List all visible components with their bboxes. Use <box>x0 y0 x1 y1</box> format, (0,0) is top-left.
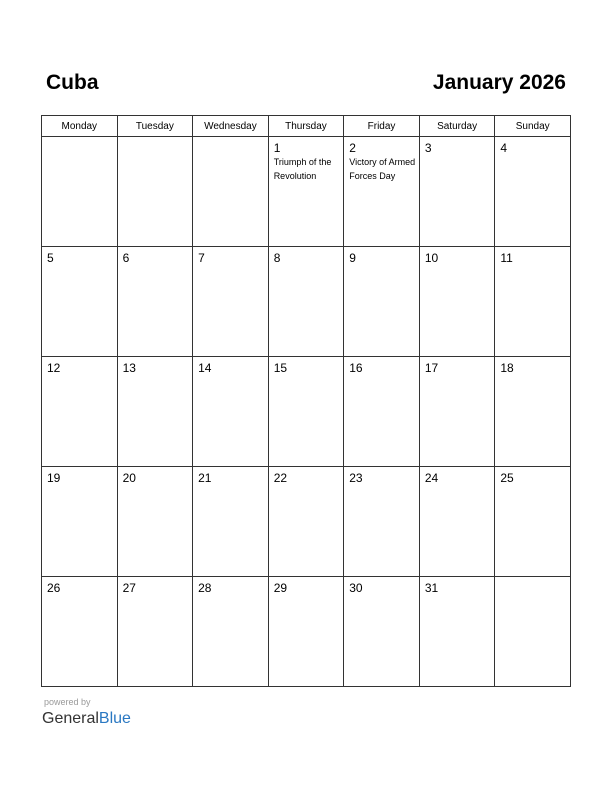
weekday-header: Friday <box>344 116 420 137</box>
day-cell <box>495 137 571 247</box>
weekday-header: Thursday <box>268 116 344 137</box>
day-cell <box>344 137 420 247</box>
day-cell <box>117 137 193 247</box>
day-cell <box>117 247 193 357</box>
day-cell <box>268 137 344 247</box>
day-number: 11 <box>500 251 513 265</box>
day-number: 17 <box>424 361 439 375</box>
holiday-label: Victory of Armed Forces Day <box>349 157 416 181</box>
day-cell <box>193 137 269 247</box>
footer <box>42 697 131 729</box>
day-cell <box>495 577 571 687</box>
day-number: 4 <box>500 141 508 155</box>
day-cell <box>419 357 495 467</box>
weekday-header: Wednesday <box>193 116 269 137</box>
day-cell <box>42 467 118 577</box>
day-cell <box>268 467 344 577</box>
weekday-header: Monday <box>42 116 118 137</box>
day-cell <box>268 357 344 467</box>
day-number: 27 <box>122 581 136 595</box>
day-cell <box>419 247 495 357</box>
day-number: 23 <box>349 471 363 485</box>
week-row <box>42 137 571 247</box>
holiday-label: Triumph of the Revolution <box>273 157 332 181</box>
day-cell <box>419 467 495 577</box>
day-number <box>193 137 268 141</box>
brand-name-general: General <box>42 710 99 727</box>
day-cell <box>193 577 269 687</box>
day-cell <box>117 467 193 577</box>
day-number <box>42 137 117 141</box>
day-number <box>495 577 570 581</box>
day-number: 24 <box>424 471 439 485</box>
day-cell <box>42 357 118 467</box>
day-cell <box>344 577 420 687</box>
day-number: 16 <box>349 361 363 375</box>
weekday-header: Sunday <box>495 116 571 137</box>
day-number: 10 <box>424 251 439 265</box>
weekday-header: Tuesday <box>117 116 193 137</box>
day-cell <box>344 247 420 357</box>
day-cell <box>495 357 571 467</box>
day-cell <box>193 467 269 577</box>
day-cell <box>42 247 118 357</box>
day-cell <box>344 467 420 577</box>
day-number: 18 <box>500 361 514 375</box>
day-cell <box>419 137 495 247</box>
weekday-header: Saturday <box>419 116 495 137</box>
week-row <box>42 577 571 687</box>
week-row <box>42 357 571 467</box>
day-number: 28 <box>198 581 212 595</box>
day-cell <box>42 137 118 247</box>
day-number: 19 <box>47 471 61 485</box>
day-number: 30 <box>349 581 363 595</box>
day-number: 2 <box>349 141 356 155</box>
day-cell <box>495 247 571 357</box>
day-cell <box>268 577 344 687</box>
month-title: January 2026 <box>432 71 566 94</box>
day-number: 31 <box>424 581 439 595</box>
day-number: 8 <box>273 251 281 265</box>
day-cell <box>117 577 193 687</box>
day-cell <box>117 357 193 467</box>
day-cell <box>344 357 420 467</box>
day-cell <box>495 467 571 577</box>
day-number: 22 <box>273 471 288 485</box>
weekday-header-row <box>42 116 571 137</box>
day-number: 9 <box>349 251 356 265</box>
calendar-body <box>42 137 571 687</box>
day-cell <box>193 357 269 467</box>
day-cell <box>42 577 118 687</box>
week-row <box>42 467 571 577</box>
calendar-grid <box>41 115 571 687</box>
day-number: 12 <box>47 361 61 375</box>
day-cell <box>419 577 495 687</box>
day-number: 21 <box>198 471 212 485</box>
day-number: 7 <box>198 251 205 265</box>
day-number: 13 <box>122 361 136 375</box>
day-number: 14 <box>198 361 212 375</box>
powered-by-text: powered by <box>44 697 91 707</box>
day-number: 15 <box>273 361 288 375</box>
day-number: 5 <box>47 251 54 265</box>
day-number: 26 <box>47 581 61 595</box>
day-number <box>118 137 193 141</box>
brand-name-blue: Blue <box>98 710 131 727</box>
day-number: 20 <box>122 471 136 485</box>
day-number: 1 <box>273 141 281 155</box>
day-cell <box>268 247 344 357</box>
brand-logo <box>42 709 131 729</box>
country-title: Cuba <box>46 71 99 94</box>
day-number: 3 <box>424 141 432 155</box>
day-number: 6 <box>122 251 130 265</box>
day-cell <box>193 247 269 357</box>
day-number: 25 <box>500 471 514 485</box>
day-number: 29 <box>273 581 288 595</box>
week-row <box>42 247 571 357</box>
